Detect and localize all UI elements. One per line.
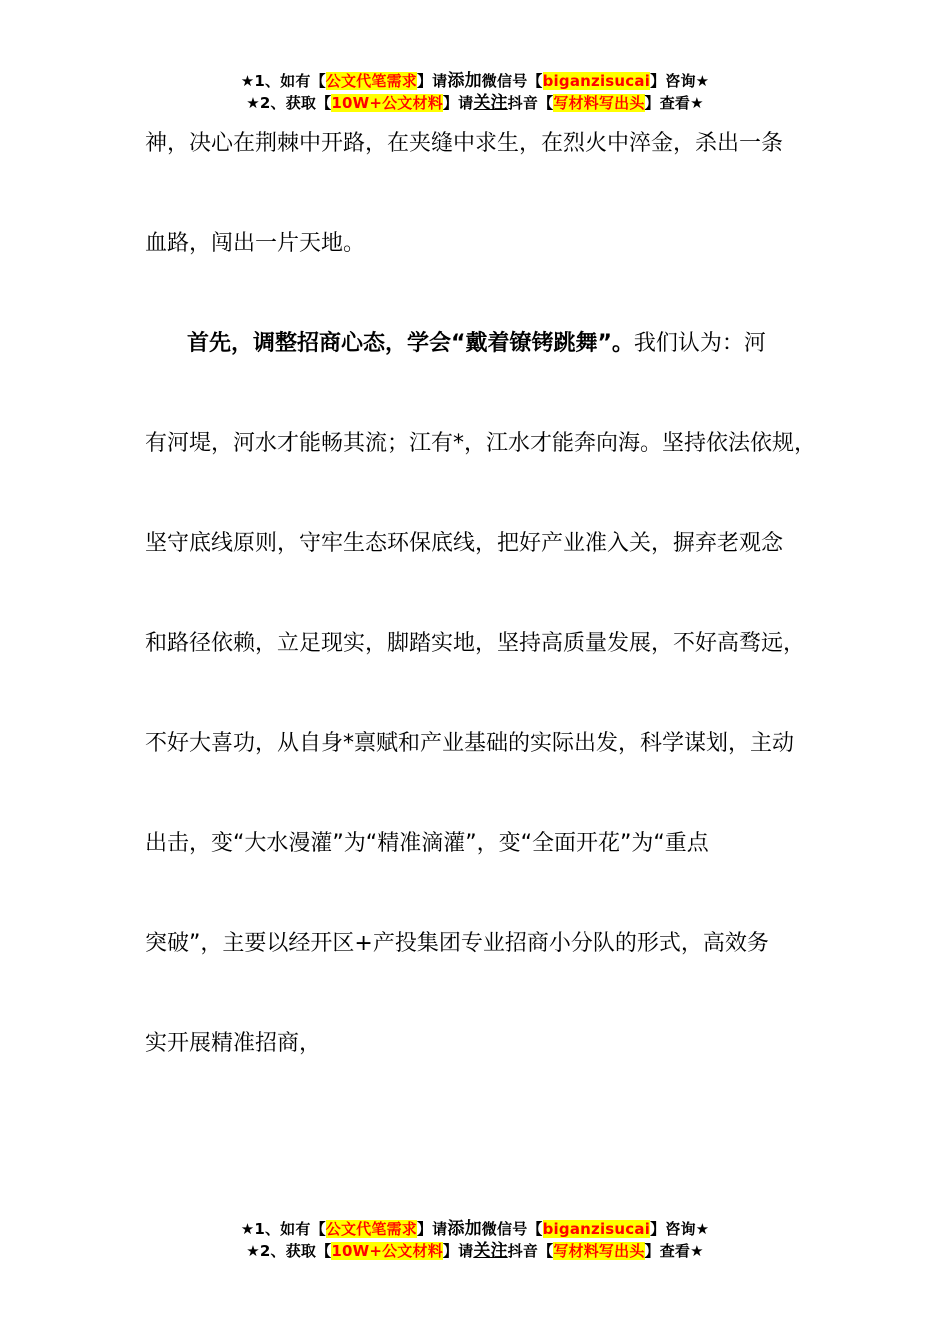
- body-line: 突破”，主要以经开区+产投集团专业招商小分队的形式，高效务: [145, 931, 769, 956]
- banner-wechat-id: biganzisucai: [542, 72, 651, 90]
- body-line: 坚守底线原则，守牢生态环保底线，把好产业准入关，摒弃老观念: [145, 531, 784, 556]
- banner-line-1: [0, 1218, 950, 1240]
- banner-text: 】查看★: [644, 94, 704, 112]
- banner-text: 】请: [416, 72, 448, 90]
- banner-highlight: 公文代笔需求: [325, 72, 417, 90]
- banner-text: 】咨询★: [650, 72, 710, 90]
- body-line: 出击，变“大水漫灌”为“精准滴灌”，变“全面开花”为“重点: [145, 831, 709, 856]
- banner-text: 微信号【: [481, 72, 543, 90]
- body-line: 和路径依赖，立足现实，脚踏实地，坚持高质量发展，不好高骛远，: [145, 631, 806, 656]
- banner-text: 】请: [442, 1242, 474, 1260]
- body-text: 我们认为：河: [633, 331, 766, 356]
- banner-text: ★2、获取【: [246, 1242, 332, 1260]
- banner-highlight: 公文代笔需求: [325, 1220, 417, 1238]
- banner-line-1: [0, 70, 950, 92]
- body-line: 有河堤，河水才能畅其流；江有*，江水才能奔向海。坚持依法依规，: [145, 431, 817, 456]
- banner-text: 】请: [442, 94, 474, 112]
- body-line: 神，决心在荆棘中开路，在夹缝中求生，在烈火中淬金，杀出一条: [145, 131, 784, 156]
- banner-text: 】请: [416, 1220, 448, 1238]
- section-heading: 首先，调整招商心态，学会“戴着镣铐跳舞”。: [187, 331, 634, 356]
- banner-text: ★2、获取【: [246, 94, 332, 112]
- banner-text: 】咨询★: [650, 1220, 710, 1238]
- banner-emphasis: 关注: [473, 93, 508, 113]
- banner-wechat-id: biganzisucai: [542, 1220, 651, 1238]
- body-line: [145, 294, 835, 394]
- banner-emphasis: 添加: [447, 71, 482, 91]
- banner-highlight: 10W+公文材料: [331, 1242, 443, 1260]
- body-line: 不好大喜功，从自身*禀赋和产业基础的实际出发，科学谋划，主动: [145, 731, 795, 756]
- banner-text: 】查看★: [644, 1242, 704, 1260]
- banner-text: 抖音【: [507, 94, 554, 112]
- banner-douyin-id: 写材料写出头: [553, 1242, 645, 1260]
- banner-text: 抖音【: [507, 1242, 554, 1260]
- body-line: 实开展精准招商，: [145, 1031, 322, 1056]
- banner-text: ★1、如有【: [240, 1220, 326, 1238]
- banner-text: ★1、如有【: [240, 72, 326, 90]
- banner-text: 微信号【: [481, 1220, 543, 1238]
- bottom-banner: [0, 1218, 950, 1262]
- document-body: [145, 94, 835, 1094]
- banner-line-2: [0, 1240, 950, 1262]
- banner-douyin-id: 写材料写出头: [553, 94, 645, 112]
- banner-emphasis: 添加: [447, 1219, 482, 1239]
- body-line: 血路，闯出一片天地。: [145, 231, 366, 256]
- banner-emphasis: 关注: [473, 1241, 508, 1261]
- banner-highlight: 10W+公文材料: [331, 94, 443, 112]
